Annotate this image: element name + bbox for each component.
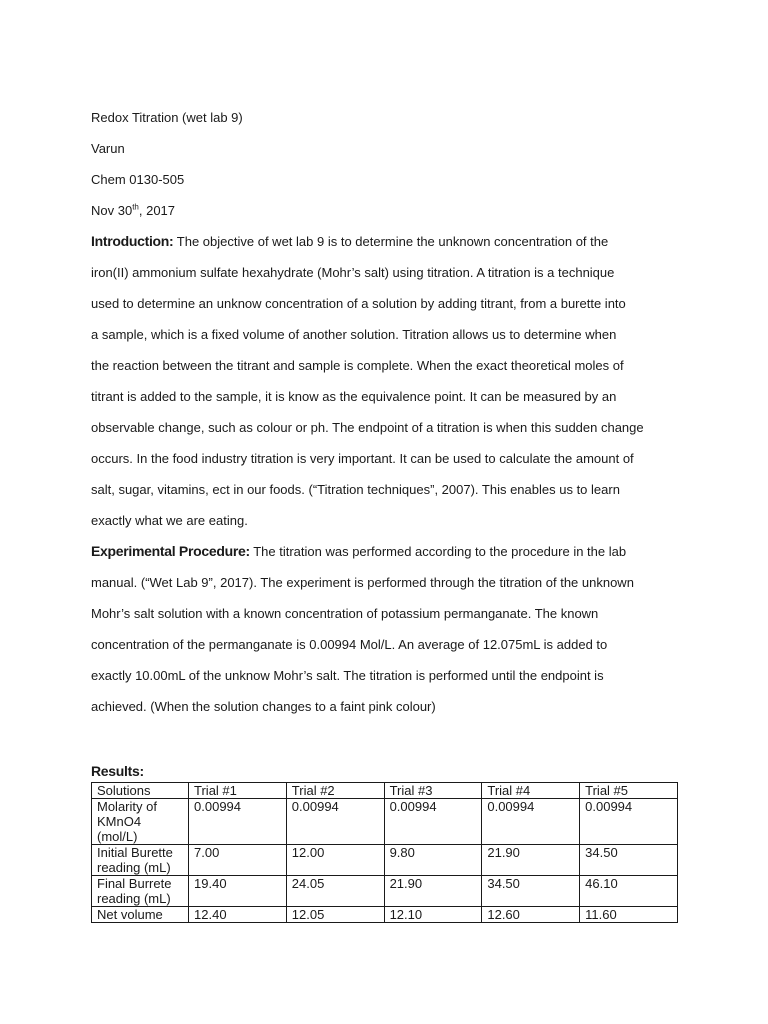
intro-line xyxy=(91,226,681,257)
table-cell: 0.00994 xyxy=(286,799,384,845)
table-header-cell: Trial #3 xyxy=(384,783,482,799)
document-date xyxy=(91,195,681,226)
intro-line: the reaction between the titrant and sample is complete. When the exact theoretical moles of xyxy=(91,358,624,373)
table-cell: 12.40 xyxy=(189,907,287,923)
intro-line: iron(II) ammonium sulfate hexahydrate (Mohr’s salt) using titration. A titration is a technique xyxy=(91,265,615,280)
intro-line-text: The objective of wet lab 9 is to determine the unknown concentration of the xyxy=(173,234,609,249)
procedure-line: achieved. (When the solution changes to a faint pink colour) xyxy=(91,699,436,714)
table-cell: Molarity of KMnO4 (mol/L) xyxy=(92,799,189,845)
table-cell: 12.60 xyxy=(482,907,580,923)
table-row xyxy=(92,845,678,876)
procedure-line: Mohr’s salt solution with a known concentration of potassium permanganate. The known xyxy=(91,606,599,621)
procedure-line: manual. (“Wet Lab 9”, 2017). The experiment is performed through the titration of the unknown xyxy=(91,575,634,590)
procedure-section xyxy=(91,536,681,722)
introduction-heading: Introduction: xyxy=(91,233,174,249)
procedure-line: concentration of the permanganate is 0.00994 Mol/L. An average of 12.075mL is added to xyxy=(91,637,608,652)
intro-line: titrant is added to the sample, it is know as the equivalence point. It can be measured by an xyxy=(91,389,617,404)
results-heading: Results: xyxy=(91,763,144,779)
author-name: Varun xyxy=(91,141,125,156)
table-cell: 21.90 xyxy=(482,845,580,876)
results-table xyxy=(91,782,678,923)
table-row xyxy=(92,876,678,907)
table-cell: 0.00994 xyxy=(580,799,678,845)
table-cell: 34.50 xyxy=(580,845,678,876)
table-cell: Initial Burette reading (mL) xyxy=(92,845,189,876)
table-cell: 0.00994 xyxy=(384,799,482,845)
table-row xyxy=(92,907,678,923)
table-cell: Final Burrete reading (mL) xyxy=(92,876,189,907)
intro-line: occurs. In the food industry titration is very important. It can be used to calculate the amount of xyxy=(91,451,634,466)
table-header-cell: Trial #2 xyxy=(286,783,384,799)
document-page xyxy=(91,102,681,923)
table-cell: 12.00 xyxy=(286,845,384,876)
table-cell: 46.10 xyxy=(580,876,678,907)
procedure-line xyxy=(91,536,681,567)
procedure-line-text: The titration was performed according to the procedure in the lab xyxy=(249,544,627,559)
table-cell: 12.05 xyxy=(286,907,384,923)
table-header-cell: Solutions xyxy=(92,783,189,799)
table-header-cell: Trial #1 xyxy=(189,783,287,799)
table-header-row xyxy=(92,783,678,799)
table-cell: Net volume xyxy=(92,907,189,923)
procedure-heading: Experimental Procedure: xyxy=(91,543,250,559)
course-code: Chem 0130-505 xyxy=(91,172,185,187)
date-superscript: th xyxy=(132,202,139,212)
table-cell: 34.50 xyxy=(482,876,580,907)
intro-line: exactly what we are eating. xyxy=(91,513,248,528)
table-cell: 0.00994 xyxy=(189,799,287,845)
table-cell: 12.10 xyxy=(384,907,482,923)
table-cell: 7.00 xyxy=(189,845,287,876)
table-row xyxy=(92,799,678,845)
table-cell: 24.05 xyxy=(286,876,384,907)
table-cell: 0.00994 xyxy=(482,799,580,845)
intro-line: a sample, which is a fixed volume of another solution. Titration allows us to determine when xyxy=(91,327,617,342)
procedure-line: exactly 10.00mL of the unknow Mohr’s salt. The titration is performed until the endpoint is xyxy=(91,668,604,683)
date-prefix: Nov 30 xyxy=(91,203,133,218)
intro-line: used to determine an unknow concentration of a solution by adding titrant, from a burette into xyxy=(91,296,626,311)
table-header-cell: Trial #5 xyxy=(580,783,678,799)
date-suffix: , 2017 xyxy=(138,203,176,218)
document-title: Redox Titration (wet lab 9) xyxy=(91,110,243,125)
table-cell: 21.90 xyxy=(384,876,482,907)
table-cell: 9.80 xyxy=(384,845,482,876)
table-cell: 19.40 xyxy=(189,876,287,907)
introduction-section xyxy=(91,226,681,536)
intro-line: observable change, such as colour or ph. The endpoint of a titration is when this sudden change xyxy=(91,420,644,435)
intro-line: salt, sugar, vitamins, ect in our foods. (“Titration techniques”, 2007). This enables us to learn xyxy=(91,482,620,497)
table-cell: 11.60 xyxy=(580,907,678,923)
table-header-cell: Trial #4 xyxy=(482,783,580,799)
